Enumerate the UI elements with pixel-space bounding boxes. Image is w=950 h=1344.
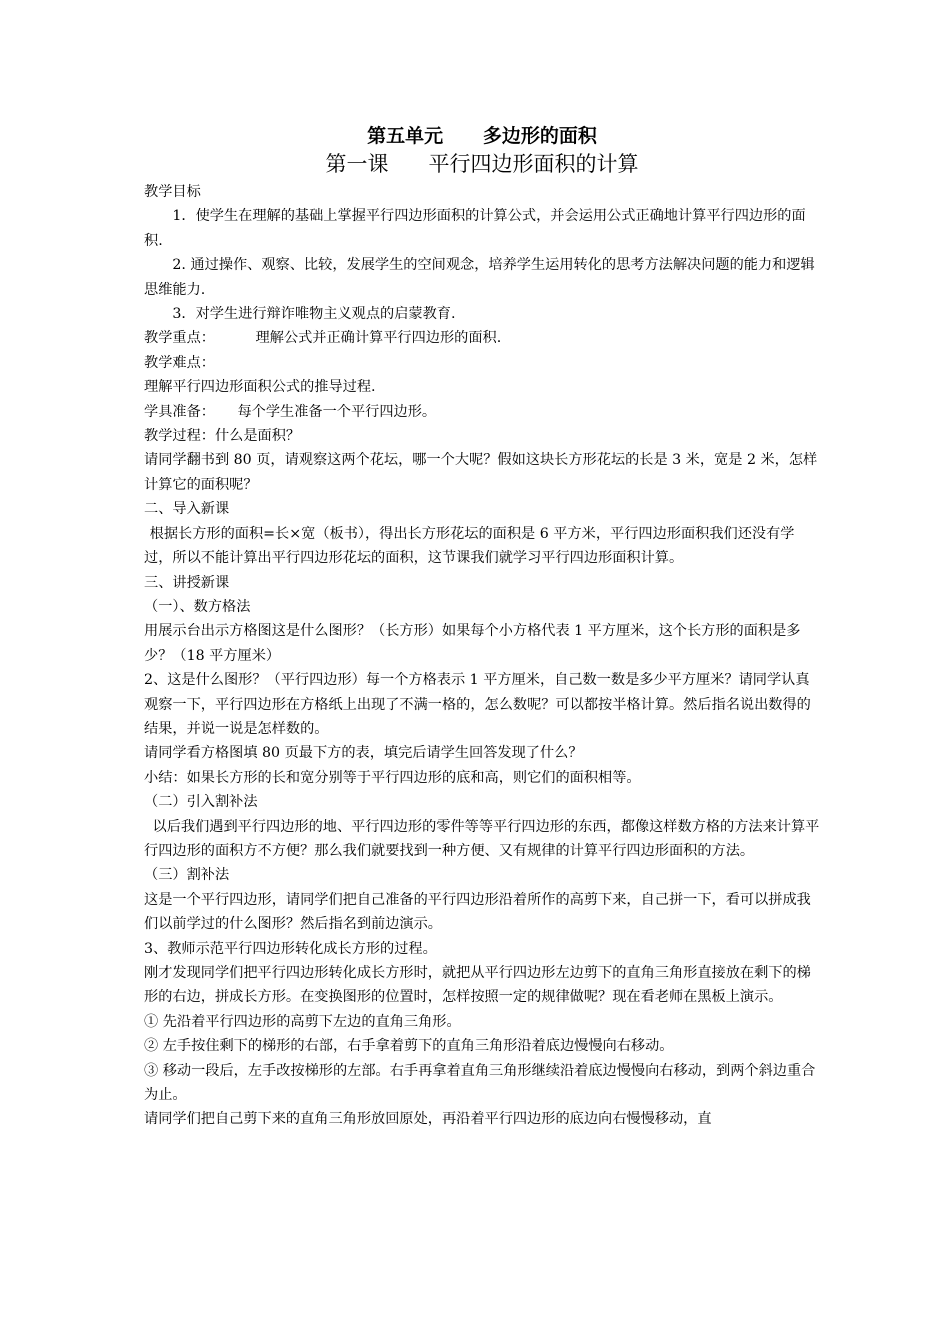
step-item: ③ 移动一段后，左手改按梯形的左部。右手再拿着直角三角形继续沿着底边慢慢向右移动，到两个斜边重合为止。 <box>144 1062 816 1104</box>
document-page <box>144 122 820 1132</box>
step-item: ② 左手按住剩下的梯形的右部，右手拿着剪下的直角三角形沿着底边慢慢向右移动。 <box>144 1038 674 1055</box>
lesson-title: 第一课 平行四边形面积的计算 <box>325 152 639 176</box>
subsection-heading: （三）割补法 <box>144 867 230 884</box>
paragraph: 这是一个平行四边形，请同学们把自己准备的平行四边形沿着所作的高剪下来，自己拼一下，看可以拼成我们以前学过的什么图形？然后指名到前边演示。 <box>144 891 811 933</box>
paragraph: 请同学看方格图填 80 页最下方的表，填完后请学生回答发现了什么？ <box>144 745 583 762</box>
subsection-heading: （一）、数方格法 <box>144 598 251 615</box>
intro-question: 请同学翻书到 80 页，请观察这两个花坛，哪一个大呢？假如这块长方形花坛的长是 3 米，宽是 2 米，怎样计算它的面积呢？ <box>144 452 818 493</box>
paragraph: 刚才发现同学们把平行四边形转化成长方形时，就把从平行四边形左边剪下的直角三角形直接放在剩下的梯形的右边，拼成长方形。在变换图形的位置时，怎样按照一定的规律做呢？现在看老师在黑板上演示。 <box>144 965 811 1006</box>
difficulty-heading: 教学难点： <box>144 354 215 371</box>
section-heading: 三、讲授新课 <box>144 574 230 591</box>
subsection-heading: （二）引入割补法 <box>144 794 258 811</box>
teaching-process: 教学过程：什么是面积？ <box>144 428 301 445</box>
paragraph: 2、这是什么图形？（平行四边形）每一个方格表示 1 平方厘米，自己数一数是多少平方厘米？请同学认真观察一下，平行四边形在方格纸上出现了不满一格的，怎么数呢？可以都按半格计算。然后指名说出数得的结果，并说一说是怎样数的。 <box>144 672 811 737</box>
materials: 学具准备： 每个学生准备一个平行四边形。 <box>144 403 437 420</box>
paragraph: 以后我们遇到平行四边形的地、平行四边形的零件等等平行四边形的东西，都像这样数方格的方法来计算平行四边形的面积方不方便？那么我们就要找到一种方便、又有规律的计算平行四边形面积的方法。 <box>144 818 820 859</box>
paragraph: 请同学们把自己剪下来的直角三角形放回原处，再沿着平行四边形的底边向右慢慢移动，直 <box>144 1111 712 1128</box>
demo-heading: 3、教师示范平行四边形转化成长方形的过程。 <box>144 940 437 957</box>
objective-3: 3．对学生进行辩诈唯物主义观点的启蒙教育. <box>172 306 456 323</box>
difficulty-text: 理解平行四边形面积公式的推导过程. <box>144 379 376 396</box>
paragraph: 用展示台出示方格图这是什么图形？（长方形）如果每个小方格代表 1 平方厘米，这个长方形的面积是多少？（18 平方厘米） <box>144 623 801 664</box>
objective-2: 2. 通过操作、观察、比较，发展学生的空间观念，培养学生运用转化的思考方法解决问题的能力和逻辑思维能力. <box>144 257 815 298</box>
unit-title: 第五单元 多边形的面积 <box>367 125 597 147</box>
step-item: ① 先沿着平行四边形的高剪下左边的直角三角形。 <box>144 1013 461 1030</box>
key-point: 教学重点： 理解公式并正确计算平行四边形的面积. <box>144 330 502 347</box>
summary: 小结：如果长方形的长和宽分别等于平行四边形的底和高，则它们的面积相等。 <box>144 769 641 786</box>
section-paragraph: 根据长方形的面积=长×宽（板书），得出长方形花坛的面积是 6 平方米，平行四边形面积我们还没有学过，所以不能计算出平行四边形花坛的面积，这节课我们就学习平行四边形面积计算。 <box>144 525 795 567</box>
objective-1: 1．使学生在理解的基础上掌握平行四边形面积的计算公式，并会运用公式正确地计算平行四边形的面积. <box>144 208 806 249</box>
objectives-heading: 教学目标 <box>144 184 201 200</box>
section-heading: 二、导入新课 <box>144 501 230 518</box>
